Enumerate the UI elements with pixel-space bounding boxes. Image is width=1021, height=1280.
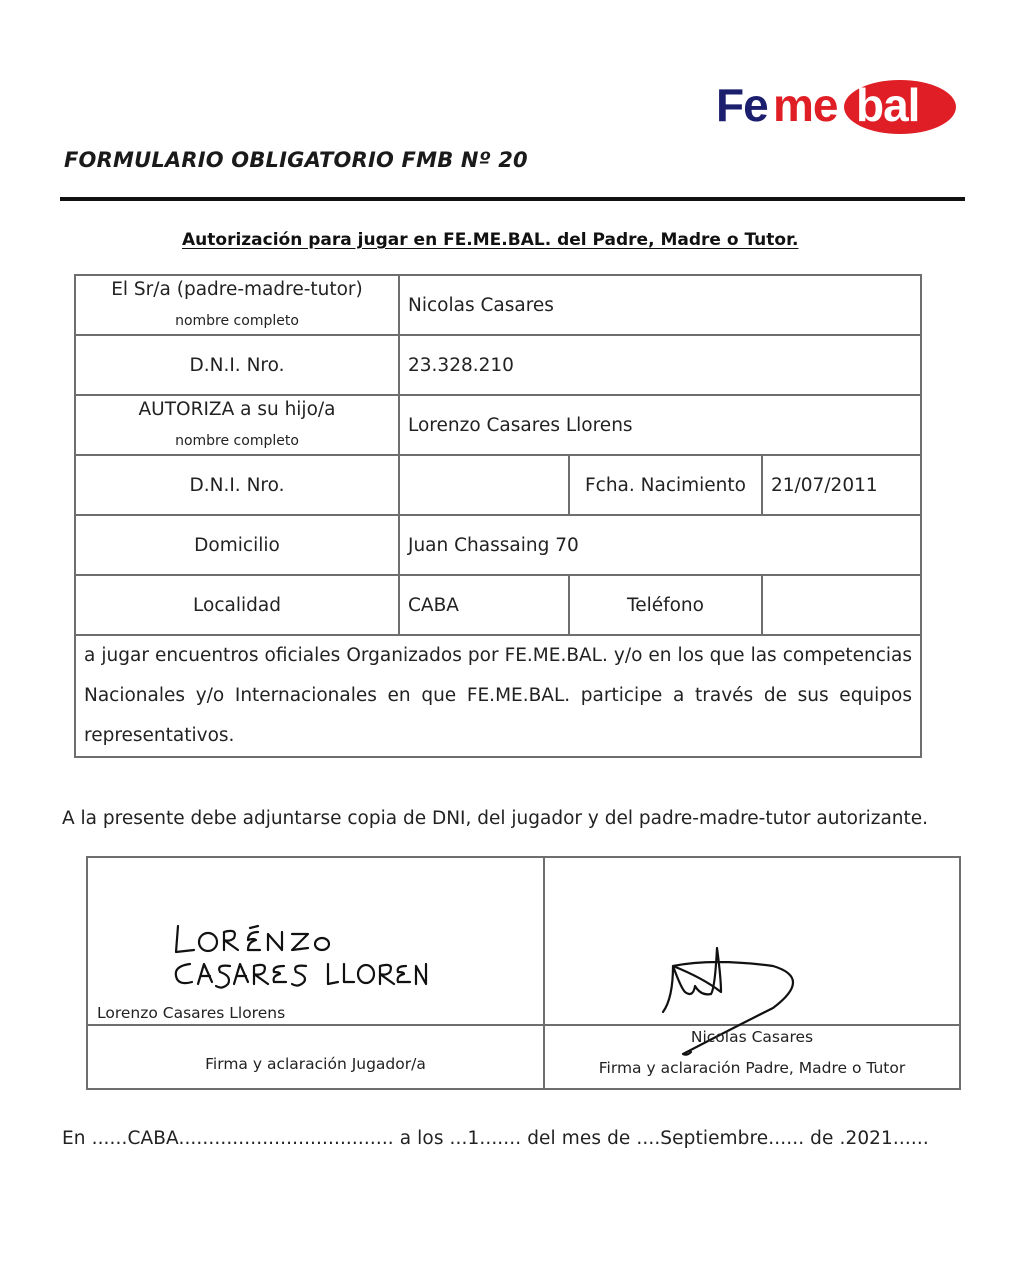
row-child-name [75, 395, 921, 455]
child-sublabel: nombre completo [175, 433, 299, 449]
child-dni-field[interactable] [399, 455, 569, 515]
guardian-name-field[interactable]: Nicolas Casares [399, 275, 921, 335]
guardian-dni-field[interactable]: 23.328.210 [399, 335, 921, 395]
femebal-logo [716, 78, 961, 140]
row-address [75, 515, 921, 575]
form-title: FORMULARIO OBLIGATORIO FMB Nº 20 [64, 148, 528, 172]
guardian-label: El Sr/a (padre-madre-tutor) [111, 279, 363, 300]
player-signature-caption: Firma y aclaración Jugador/a [205, 1055, 426, 1073]
guardian-signature-box[interactable] [544, 857, 960, 1025]
guardian-signature-caption: Firma y aclaración Padre, Madre o Tutor [598, 1059, 906, 1077]
child-label: AUTORIZA a su hijo/a [138, 399, 336, 420]
locality-label: Localidad [75, 575, 399, 635]
row-guardian-dni [75, 335, 921, 395]
attachment-note: A la presente debe adjuntarse copia de DNI, del jugador y del padre-madre-tutor autorizante. [62, 808, 929, 829]
signature-table [86, 856, 961, 1090]
phone-label: Teléfono [569, 575, 762, 635]
address-field[interactable]: Juan Chassaing 70 [399, 515, 921, 575]
row-guardian-name [75, 275, 921, 335]
place-date-line: En ......CABA.................................... a los ...1....... del mes de ....Septiembre...... de .2021...... [62, 1128, 929, 1149]
form-subtitle: Autorización para jugar en FE.ME.BAL. del Padre, Madre o Tutor. [182, 230, 799, 250]
logo-fe: Fe [716, 79, 768, 131]
locality-field[interactable]: CABA [399, 575, 569, 635]
logo-me: me [773, 79, 838, 131]
player-signature-box[interactable] [87, 857, 544, 1025]
guardian-sublabel: nombre completo [175, 313, 299, 329]
row-locality [75, 575, 921, 635]
authorization-paragraph: a jugar encuentros oficiales Organizados por FE.ME.BAL. y/o en los que las competencias Nacionales y/o Internacionales en que FE.ME.BAL. participe a través de sus equipos representativos. [75, 635, 921, 757]
player-printed-name: Lorenzo Casares Llorens [97, 1004, 286, 1022]
row-paragraph [75, 635, 921, 757]
player-handwritten-signature [168, 918, 428, 998]
child-label-cell [75, 395, 399, 455]
child-dni-label: D.N.I. Nro. [75, 455, 399, 515]
birth-date-field[interactable]: 21/07/2011 [762, 455, 921, 515]
child-name-field[interactable]: Lorenzo Casares Llorens [399, 395, 921, 455]
guardian-label-cell [75, 275, 399, 335]
row-child-dni [75, 455, 921, 515]
authorization-table [74, 274, 922, 758]
birth-date-label: Fcha. Nacimiento [569, 455, 762, 515]
logo-bal: bal [856, 79, 920, 131]
guardian-printed-name: Nicolas Casares [690, 1028, 814, 1046]
player-caption-cell [87, 1025, 544, 1089]
title-divider [60, 197, 965, 201]
guardian-dni-label: D.N.I. Nro. [75, 335, 399, 395]
guardian-caption-cell [544, 1025, 960, 1089]
phone-field[interactable] [762, 575, 921, 635]
address-label: Domicilio [75, 515, 399, 575]
